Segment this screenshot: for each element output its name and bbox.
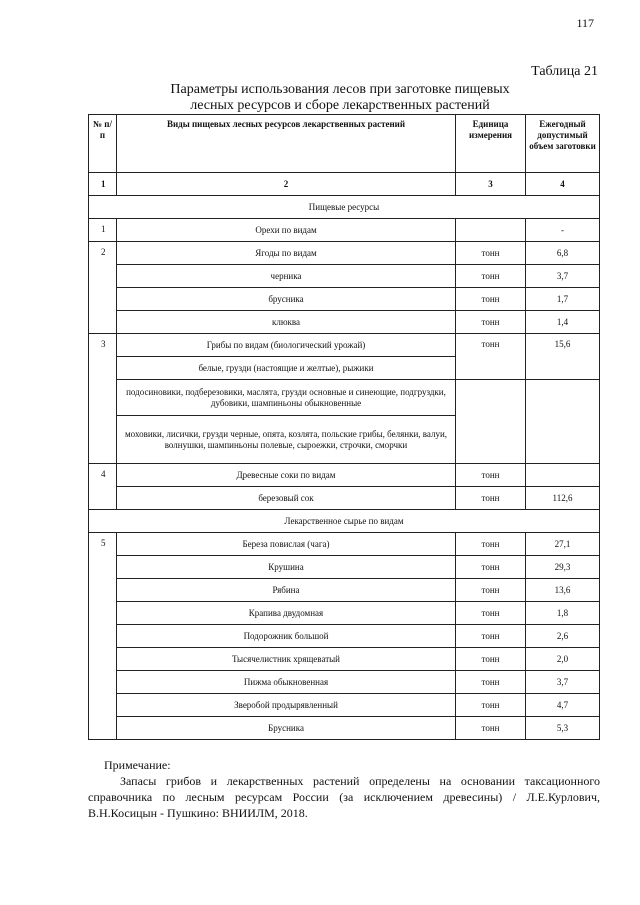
row-unit: тонн bbox=[456, 487, 526, 510]
row-value: 13,6 bbox=[526, 579, 600, 602]
row-name: моховики, лисички, грузди черные, опята, козлята, польские грибы, белянки, валуи, волнушки, шампиньоны полевые, сыроежки, строчки, сморчки bbox=[117, 416, 456, 464]
table-row bbox=[89, 464, 600, 487]
row-unit bbox=[456, 380, 526, 464]
row-num: 1 bbox=[89, 219, 117, 242]
row-unit: тонн bbox=[456, 625, 526, 648]
note-label: Примечание: bbox=[104, 758, 171, 772]
row-value bbox=[526, 380, 600, 464]
table-row bbox=[89, 602, 600, 625]
title-line-1: Параметры использования лесов при заготовке пищевых bbox=[170, 82, 510, 97]
row-unit: тонн bbox=[456, 464, 526, 487]
row-name: Грибы по видам (биологический урожай) bbox=[117, 334, 456, 357]
row-value: 2,0 bbox=[526, 648, 600, 671]
row-num: 3 bbox=[89, 334, 117, 464]
row-name: подосиновики, подберезовики, маслята, грузди основные и синеющие, подгруздки, дубовики, шампиньоны обыкновенные bbox=[117, 380, 456, 416]
table-row bbox=[89, 648, 600, 671]
row-unit: тонн bbox=[456, 648, 526, 671]
row-value: 2,6 bbox=[526, 625, 600, 648]
row-name: Зверобой продырявленный bbox=[117, 694, 456, 717]
row-name: Ягоды по видам bbox=[117, 242, 456, 265]
row-name: Тысячелистник хрящеватый bbox=[117, 648, 456, 671]
row-unit: тонн bbox=[456, 311, 526, 334]
row-unit: тонн bbox=[456, 288, 526, 311]
row-value: 29,3 bbox=[526, 556, 600, 579]
row-value: - bbox=[526, 219, 600, 242]
row-value: 3,7 bbox=[526, 265, 600, 288]
table-row bbox=[89, 487, 600, 510]
table-label: Таблица 21 bbox=[531, 64, 598, 79]
row-num: 4 bbox=[89, 464, 117, 510]
row-value: 6,8 bbox=[526, 242, 600, 265]
page-number: 117 bbox=[576, 16, 594, 30]
row-name: черника bbox=[117, 265, 456, 288]
row-unit: тонн bbox=[456, 533, 526, 556]
row-name: Древесные соки по видам bbox=[117, 464, 456, 487]
table-row bbox=[89, 556, 600, 579]
row-num: 5 bbox=[89, 533, 117, 740]
row-name: Брусника bbox=[117, 717, 456, 740]
row-unit: тонн bbox=[456, 579, 526, 602]
row-unit: тонн bbox=[456, 671, 526, 694]
row-name: белые, грузди (настоящие и желтые), рыжики bbox=[117, 357, 456, 380]
row-value: 112,6 bbox=[526, 487, 600, 510]
index-cell: 4 bbox=[526, 173, 600, 196]
table-row bbox=[89, 311, 600, 334]
row-name: Рябина bbox=[117, 579, 456, 602]
table-title bbox=[0, 82, 640, 114]
section-row bbox=[89, 196, 600, 219]
row-value: 1,7 bbox=[526, 288, 600, 311]
row-num: 2 bbox=[89, 242, 117, 334]
row-name: Орехи по видам bbox=[117, 219, 456, 242]
row-unit: тонн bbox=[456, 334, 526, 380]
row-name: Пижма обыкновенная bbox=[117, 671, 456, 694]
header-unit: Единица измерения bbox=[456, 115, 526, 173]
row-unit: тонн bbox=[456, 602, 526, 625]
row-unit bbox=[456, 219, 526, 242]
note-text: Запасы грибов и лекарственных растений определены на основании таксационного справочника по лесным ресурсам России (за исключением древесины) / Л.Е.Курлович, В.Н.Косицын - Пушкино: ВНИИЛМ, 2018. bbox=[88, 774, 600, 820]
header-row bbox=[89, 115, 600, 173]
index-row bbox=[89, 173, 600, 196]
resources-table bbox=[88, 114, 600, 740]
row-unit: тонн bbox=[456, 717, 526, 740]
row-value: 15,6 bbox=[526, 334, 600, 380]
row-name: клюква bbox=[117, 311, 456, 334]
row-value: 4,7 bbox=[526, 694, 600, 717]
row-name: Береза повислая (чага) bbox=[117, 533, 456, 556]
index-cell: 2 bbox=[117, 173, 456, 196]
table-row bbox=[89, 717, 600, 740]
table-row bbox=[89, 671, 600, 694]
table-row bbox=[89, 533, 600, 556]
section-food: Пищевые ресурсы bbox=[89, 196, 600, 219]
row-name: Крушина bbox=[117, 556, 456, 579]
table-row bbox=[89, 219, 600, 242]
row-value: 1,4 bbox=[526, 311, 600, 334]
header-name: Виды пищевых лесных ресурсов лекарственных растений bbox=[117, 115, 456, 173]
index-cell: 1 bbox=[89, 173, 117, 196]
section-medicinal: Лекарственное сырье по видам bbox=[89, 510, 600, 533]
row-name: брусника bbox=[117, 288, 456, 311]
table-row bbox=[89, 265, 600, 288]
table-row bbox=[89, 334, 600, 357]
row-value: 27,1 bbox=[526, 533, 600, 556]
row-unit: тонн bbox=[456, 556, 526, 579]
table-row bbox=[89, 625, 600, 648]
header-num: № п/п bbox=[89, 115, 117, 173]
table-row bbox=[89, 380, 600, 416]
row-name: Подорожник большой bbox=[117, 625, 456, 648]
row-value: 5,3 bbox=[526, 717, 600, 740]
row-unit: тонн bbox=[456, 242, 526, 265]
table-row bbox=[89, 694, 600, 717]
title-line-2: лесных ресурсов и сборе лекарственных растений bbox=[190, 98, 490, 113]
row-value: 1,8 bbox=[526, 602, 600, 625]
row-value: 3,7 bbox=[526, 671, 600, 694]
section-row bbox=[89, 510, 600, 533]
table-row bbox=[89, 288, 600, 311]
header-volume: Ежегодный допустимый объем заготовки bbox=[526, 115, 600, 173]
row-unit: тонн bbox=[456, 265, 526, 288]
row-unit: тонн bbox=[456, 694, 526, 717]
index-cell: 3 bbox=[456, 173, 526, 196]
table-row bbox=[89, 579, 600, 602]
table-row bbox=[89, 242, 600, 265]
row-value bbox=[526, 464, 600, 487]
row-name: березовый сок bbox=[117, 487, 456, 510]
row-name: Крапива двудомная bbox=[117, 602, 456, 625]
table-note bbox=[88, 757, 600, 821]
